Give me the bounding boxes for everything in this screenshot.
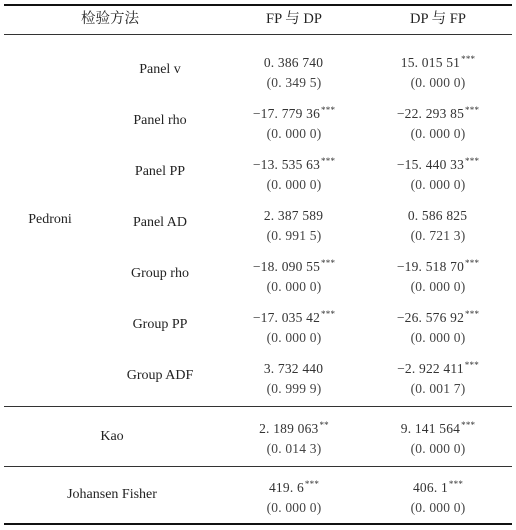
kao-bottom-rule [4, 466, 512, 467]
johansen-fp-dp-pvalue: (0. 000 0) [266, 500, 322, 515]
kao-fp-dp-pvalue: (0. 014 3) [266, 441, 322, 456]
fp-dp-value: −13. 535 63*** [252, 156, 336, 172]
fp-dp-pvalue: (0. 999 9) [266, 381, 322, 396]
test-name: Panel v [139, 62, 181, 77]
johansen-fp-dp-value: 419. 6*** [268, 479, 320, 495]
test-name: Panel AD [132, 215, 188, 230]
fp-dp-value: 0. 386 740 [263, 55, 324, 70]
dp-fp-value: −22. 293 85*** [396, 105, 480, 121]
dp-fp-pvalue: (0. 000 0) [410, 177, 466, 192]
fp-dp-pvalue: (0. 349 5) [266, 75, 322, 90]
fp-dp-pvalue: (0. 000 0) [266, 330, 322, 345]
dp-fp-pvalue: (0. 000 0) [410, 126, 466, 141]
fp-dp-pvalue: (0. 000 0) [266, 279, 322, 294]
johansen-label: Johansen Fisher [67, 487, 157, 502]
test-name: Group PP [132, 317, 188, 332]
dp-fp-value: 0. 586 825 [407, 208, 468, 223]
dp-fp-value: 15. 015 51*** [400, 54, 476, 70]
dp-fp-value: −2. 922 411*** [397, 360, 479, 376]
dp-fp-pvalue: (0. 001 7) [410, 381, 466, 396]
kao-fp-dp-value: 2. 189 063** [259, 420, 329, 436]
kao-dp-fp-value: 9. 141 564*** [400, 420, 476, 436]
fp-dp-pvalue: (0. 991 5) [266, 228, 322, 243]
fp-dp-pvalue: (0. 000 0) [266, 126, 322, 141]
fp-dp-value: −17. 035 42*** [252, 309, 336, 325]
dp-fp-value: −26. 576 92*** [396, 309, 480, 325]
fp-dp-pvalue: (0. 000 0) [266, 177, 322, 192]
dp-fp-pvalue: (0. 000 0) [410, 75, 466, 90]
kao-label: Kao [100, 429, 124, 444]
pedroni-label: Pedroni [28, 212, 72, 227]
dp-fp-value: −19. 518 70*** [396, 258, 480, 274]
header-dp-fp: DP 与 FP [410, 11, 466, 27]
test-name: Panel PP [134, 164, 186, 179]
fp-dp-value: 3. 732 440 [263, 361, 324, 376]
bottom-rule [4, 523, 512, 525]
johansen-dp-fp-value: 406. 1*** [412, 479, 464, 495]
header-method: 检验方法 [81, 11, 139, 27]
test-name: Panel rho [133, 113, 187, 128]
johansen-dp-fp-pvalue: (0. 000 0) [410, 500, 466, 515]
fp-dp-value: −18. 090 55*** [252, 258, 336, 274]
dp-fp-value: −15. 440 33*** [396, 156, 480, 172]
dp-fp-pvalue: (0. 000 0) [410, 330, 466, 345]
fp-dp-value: 2. 387 589 [263, 208, 324, 223]
top-rule [4, 4, 512, 6]
dp-fp-pvalue: (0. 000 0) [410, 279, 466, 294]
pedroni-bottom-rule [4, 406, 512, 407]
test-name: Group rho [131, 266, 189, 281]
dp-fp-pvalue: (0. 721 3) [410, 228, 466, 243]
test-name: Group ADF [126, 368, 194, 383]
header-rule [4, 34, 512, 35]
fp-dp-value: −17. 779 36*** [252, 105, 336, 121]
header-fp-dp: FP 与 DP [266, 11, 322, 27]
kao-dp-fp-pvalue: (0. 000 0) [410, 441, 466, 456]
